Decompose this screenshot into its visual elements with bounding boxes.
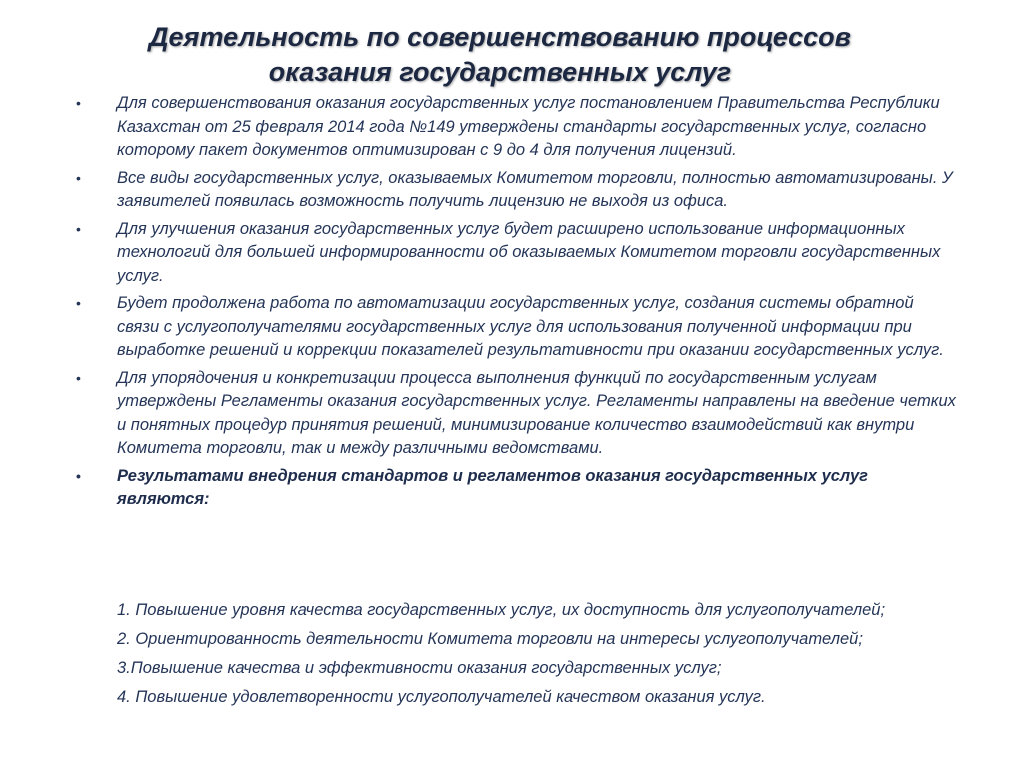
bullet-dot-icon: •: [76, 220, 81, 237]
bullet-item-results-heading: [76, 465, 956, 512]
result-item: 4. Повышение удовлетворенности услугополучателей качеством оказания услуг.: [117, 688, 766, 706]
bullet-list: [76, 92, 956, 516]
bullet-dot-icon: •: [76, 295, 81, 311]
bullet-dot-icon: •: [76, 369, 81, 386]
bullet-text: Все виды государственных услуг, оказываемых Комитетом торговли, полностью автоматизированы. У заявителей появилась возможность получить лицензию не выходя из офиса.: [117, 168, 953, 210]
bullet-dot-icon: •: [76, 169, 81, 186]
bullet-item: [76, 292, 956, 363]
bullet-item: [76, 218, 956, 289]
result-item: 2. Ориентированность деятельности Комитета торговли на интересы услугополучателей;: [117, 630, 863, 648]
bullet-text: Результатами внедрения стандартов и регламентов оказания государственных услуг являются:: [117, 466, 868, 508]
bullet-text: Для улучшения оказания государственных услуг будет расширено использование информационных технологий для большей информированности об оказываемых Комитетом торговли государственных услуг.: [117, 219, 941, 285]
bullet-text: Будет продолжена работа по автоматизации государственных услуг, создания системы обратной связи с услугополучателями государственных услуг для использования полученной информации при выработке решений и коррекции показателей результативности при оказании государственных услуг.: [117, 294, 944, 359]
result-item: 1. Повышение уровня качества государственных услуг, их доступность для услугополучателей;: [117, 601, 886, 619]
bullet-item: [76, 92, 956, 163]
bullet-text: Для упорядочения и конкретизации процесса выполнения функций по государственным услугам утверждены Регламенты оказания государственных услуг. Регламенты направлены на введение четких и понятных процедур принятия решений, минимизирование количество взаимодействий как внутри Комитета торговли, так и между различными ведомствами.: [117, 368, 956, 457]
result-item: 3.Повышение качества и эффективности оказания государственных услуг;: [117, 659, 722, 677]
bullet-text: Для совершенствования оказания государственных услуг постановлением Правительства Республики Казахстан от 25 февраля 2014 года №149 утверждены стандарты государственных услуг, согласно которому пакет документов оптимизирован с 9 до 4 для получения лицензий.: [117, 94, 940, 159]
bullet-dot-icon: •: [76, 95, 81, 111]
bullet-item: [76, 367, 956, 461]
results-list: [117, 599, 997, 715]
bullet-item: [76, 167, 956, 214]
slide-title: Деятельность по совершенствованию процессов оказания государственных услуг: [149, 22, 851, 87]
bullet-dot-icon: •: [76, 467, 81, 484]
